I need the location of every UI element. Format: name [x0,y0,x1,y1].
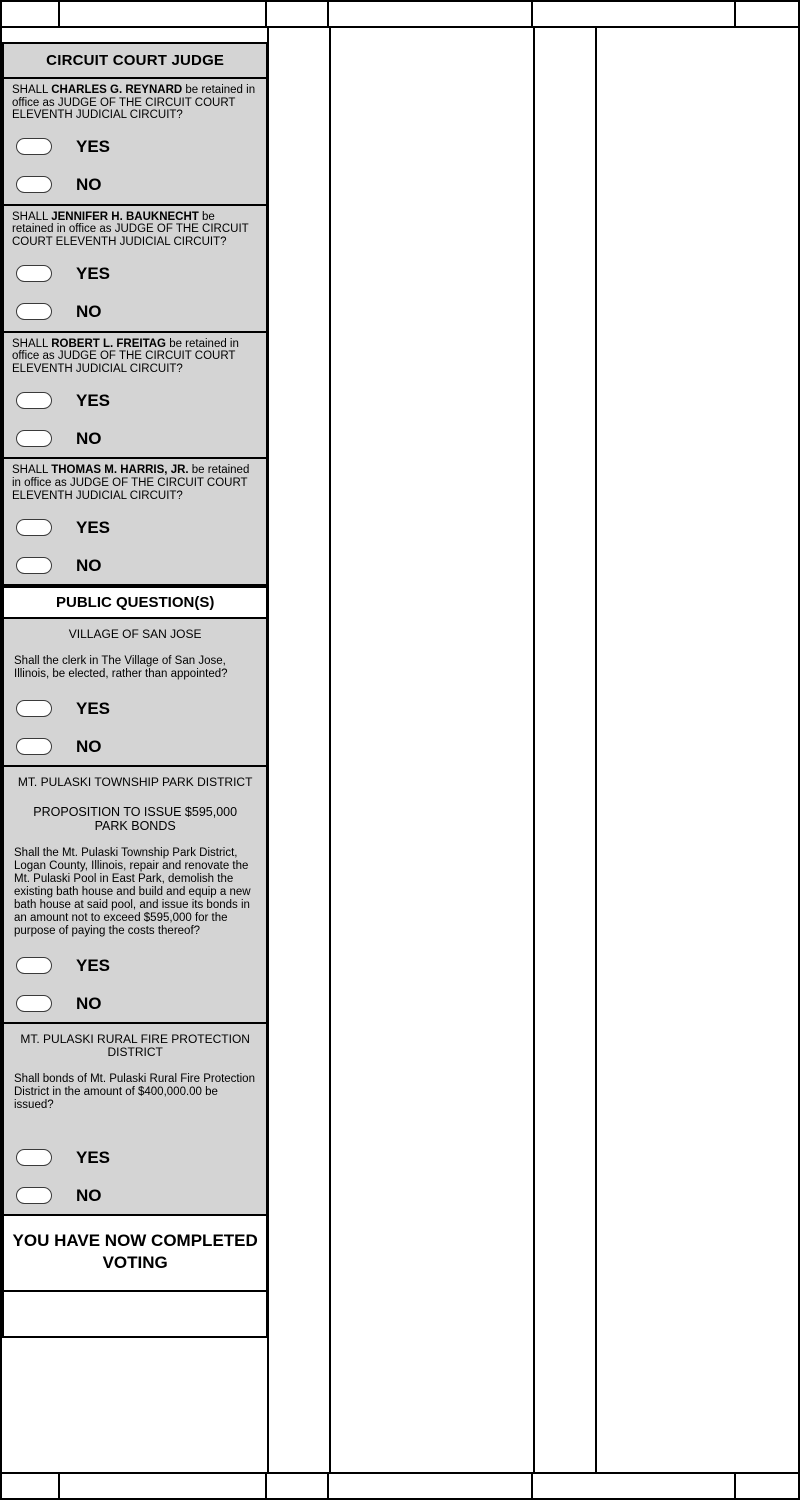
timing-mark-cell [533,1474,736,1498]
timing-mark-rail-top [2,0,800,28]
vote-oval-icon[interactable] [16,995,52,1012]
public-question-unit: VILLAGE OF SAN JOSE [68,627,202,642]
vote-option-no[interactable] [4,419,266,457]
vote-option-label: NO [76,993,102,1013]
vote-oval-icon[interactable] [16,138,52,155]
vote-option-yes[interactable] [4,255,266,293]
vote-option-label: NO [76,736,102,756]
vote-oval-icon[interactable] [16,265,52,282]
public-question-body: Shall the clerk in The Village of San Jose, Illinois, be elected, rather than appointed? [14,655,228,681]
vote-option-no[interactable] [4,293,266,331]
retention-judge-name: CHARLES G. REYNARD [51,84,183,96]
timing-mark-cell [329,1474,533,1498]
vote-option-label: NO [76,428,102,448]
vote-option-label: YES [76,137,111,157]
public-questions-header: PUBLIC QUESTION(S) [2,586,268,619]
timing-mark-cell [2,2,60,26]
public-question-unit: MT. PULASKI TOWNSHIP PARK DISTRICT [17,775,253,790]
public-question-proposition: PROPOSITION TO ISSUE $595,000 PARK BONDS [33,805,238,834]
retention-question-text [4,333,266,382]
public-question-body: Shall the Mt. Pulaski Township Park District, Logan County, Illinois, repair and renovate the Mt. Pulaski Pool in East Park, demolish the existing bath house and build and equip a new bath house at said pool, and issue its bonds in an amount not to exceed $595,000 for the purpose of paying the costs thereof? [14,847,251,938]
vote-option-label: NO [76,302,102,322]
ballot-column-3 [533,28,798,1472]
public-question-village-of-san-jose [2,619,268,767]
retention-lead: SHALL [12,210,52,223]
public-question-body: Shall bonds of Mt. Pulaski Rural Fire Protection District in the amount of $400,000.00 be issued? [14,1073,255,1112]
retention-question [4,79,266,206]
retention-judge-name: ROBERT L. FREITAG [51,337,166,350]
ballot-column-2 [331,28,533,1472]
vote-option-label: YES [76,517,111,537]
public-question-unit: MT. PULASKI RURAL FIRE PROTECTION DISTRICT [20,1032,250,1060]
vote-oval-icon[interactable] [16,557,52,574]
vote-option-label: YES [76,955,111,975]
timing-mark-cell [267,2,329,26]
vote-option-label: YES [76,1147,111,1167]
public-question-mt-pulaski-rural-fire-protection-district [2,1024,268,1216]
public-question-mt-pulaski-township-park-district [2,767,268,1024]
timing-mark-cell [329,2,533,26]
vote-oval-icon[interactable] [16,957,52,974]
vote-option-yes[interactable] [4,381,266,419]
retention-tail: be retained in office as JUDGE OF THE CIRCUIT COURT ELEVENTH JUDICIAL CIRCUIT? [12,464,250,502]
vote-oval-icon[interactable] [16,176,52,193]
timing-mark-cell [60,2,267,26]
vote-option-no[interactable] [4,1176,266,1214]
vote-option-no[interactable] [4,984,266,1022]
vote-option-label: YES [76,698,111,718]
retention-question [4,459,266,584]
vote-oval-icon[interactable] [16,1187,52,1204]
contest-title: CIRCUIT COURT JUDGE [4,44,266,79]
retention-lead: SHALL [12,84,52,96]
vote-option-label: YES [76,390,111,410]
vote-option-no[interactable] [4,727,266,765]
vote-oval-icon[interactable] [16,392,52,409]
vote-option-yes[interactable] [4,689,266,727]
vote-oval-icon[interactable] [16,519,52,536]
vote-option-yes[interactable] [4,1138,266,1176]
ballot-column-gutter [268,28,331,1472]
vote-option-yes[interactable] [4,128,266,166]
retention-question-text [4,206,266,255]
timing-mark-cell [533,2,736,26]
vote-option-no[interactable] [4,166,266,204]
timing-mark-cell [736,2,798,26]
retention-lead: SHALL [12,464,52,477]
vote-option-label: NO [76,1185,102,1205]
timing-mark-cell [267,1474,329,1498]
ballot-column-tail [2,1292,268,1338]
vote-option-yes[interactable] [4,946,266,984]
vote-option-label: NO [76,555,102,575]
timing-mark-cell [60,1474,267,1498]
completed-voting-notice: YOU HAVE NOW COMPLETED VOTING [2,1216,268,1292]
retention-question-text [4,79,266,128]
vote-oval-icon[interactable] [16,303,52,320]
retention-tail: be retained in office as JUDGE OF THE CIRCUIT COURT ELEVENTH JUDICIAL CIRCUIT? [12,337,239,375]
ballot-columns [2,28,798,1472]
retention-judge-name: THOMAS M. HARRIS, JR. [51,464,189,477]
vote-option-yes[interactable] [4,508,266,546]
vote-oval-icon[interactable] [16,1149,52,1166]
timing-mark-rail-bottom [2,1472,800,1500]
vote-option-no[interactable] [4,546,266,584]
vote-option-label: NO [76,175,102,195]
vote-oval-icon[interactable] [16,738,52,755]
retention-tail: be retained in office as JUDGE OF THE CIRCUIT COURT ELEVENTH JUDICIAL CIRCUIT? [12,84,256,122]
vote-oval-icon[interactable] [16,430,52,447]
retention-question [4,206,266,333]
contest-circuit-court-judge [2,42,268,586]
retention-question [4,333,266,460]
retention-judge-name: JENNIFER H. BAUKNECHT [51,210,199,223]
vote-oval-icon[interactable] [16,700,52,717]
retention-lead: SHALL [12,337,52,350]
retention-question-text [4,459,266,508]
timing-mark-cell [736,1474,798,1498]
retention-tail: be retained in office as JUDGE OF THE CIRCUIT COURT ELEVENTH JUDICIAL CIRCUIT? [12,210,249,248]
timing-mark-cell [2,1474,60,1498]
vote-option-label: YES [76,264,111,284]
ballot-column-1 [2,28,268,1472]
